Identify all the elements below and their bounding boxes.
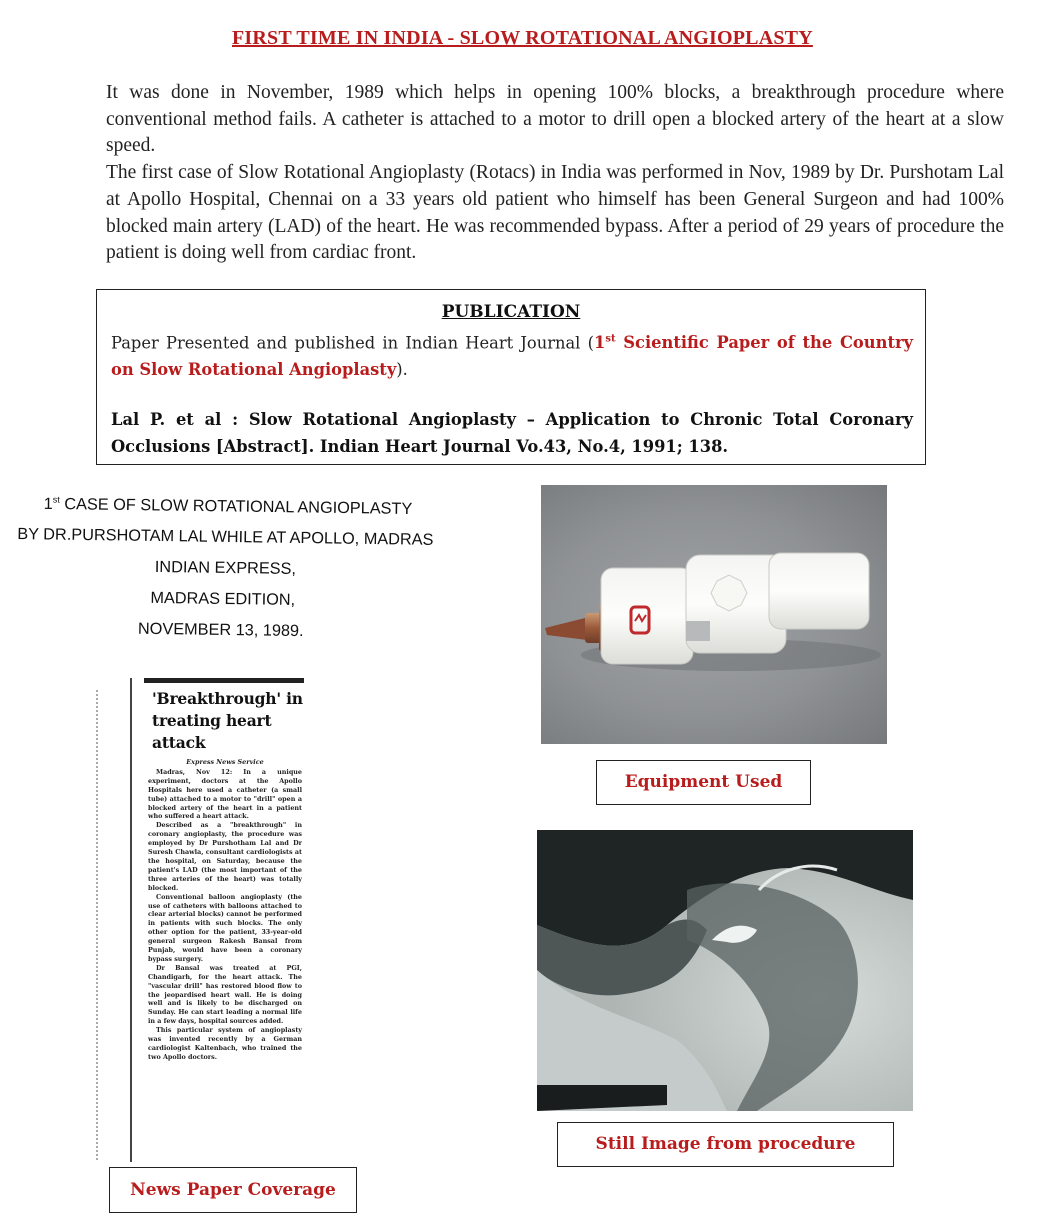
scan-edge-divider bbox=[96, 690, 101, 1160]
clipping-caption bbox=[12, 484, 434, 649]
clipping-line-1 bbox=[14, 484, 434, 525]
clipping-line-1-text: CASE OF SLOW ROTATIONAL ANGIOPLASTY bbox=[59, 495, 413, 518]
newspaper-byline: Express News Service bbox=[186, 758, 264, 766]
publication-citation: Lal P. et al : Slow Rotational Angioplasty – Application to Chronic Total Coronary Occlusions [Abstract]. Indian Heart Journal Vo.43, No.4, 1991; 138. bbox=[111, 410, 913, 456]
clipping-number: 1 bbox=[43, 494, 53, 513]
angiogram-illustration bbox=[537, 830, 913, 1111]
clipping-line-4: MADRAS EDITION, bbox=[150, 589, 296, 610]
equipment-photo bbox=[541, 485, 887, 744]
procedure-still-image bbox=[537, 830, 913, 1111]
clipping-superscript: st bbox=[52, 494, 60, 505]
article-paragraph: Dr Bansal was treated at PGI, Chandigarh, for the heart attack. The "vascular drill" has restored blood flow to the jeopardised heart wall. He is doing well and is likely to be discharged on Sunday. He can start leading a normal life in a few days, hospital sources added. bbox=[148, 963, 302, 1026]
highlight-number: 1 bbox=[593, 333, 606, 353]
clipping-line-2: BY DR.PURSHOTAM LAL WHILE AT APOLLO, MADRAS bbox=[17, 525, 434, 550]
intro-text bbox=[106, 80, 1004, 267]
article-paragraph: Madras, Nov 12: In a unique experiment, doctors at the Apollo Hospitals here used a catheter (a small tube) attached to a motor to "drill" open a blocked artery of the heart in a patient who suffered a heart attack. bbox=[148, 767, 302, 821]
newspaper-article bbox=[148, 758, 302, 1062]
clipping-top-rule bbox=[144, 678, 304, 683]
publication-desc-text: Paper Presented and published in Indian Heart Journal ( bbox=[111, 333, 594, 353]
clipping-line-3: INDIAN EXPRESS, bbox=[154, 558, 297, 579]
article-paragraph: Described as a "breakthrough" in coronary angioplasty, the procedure was employed by Dr Purshotham Lal and Dr Suresh Chawla, consultant cardiologists at the hospital, on Saturday, because the patient's LAD (the most important of the three arteries of the heart) was totally blocked. bbox=[148, 821, 302, 892]
still-image-caption: Still Image from procedure bbox=[557, 1122, 894, 1167]
equipment-caption: Equipment Used bbox=[596, 760, 811, 805]
publication-heading: PUBLICATION bbox=[441, 302, 581, 322]
article-paragraph: This particular system of angioplasty was invented recently by a German cardiologist Kaltenbach, who trained the two Apollo doctors. bbox=[148, 1026, 302, 1061]
article-paragraph: Conventional balloon angioplasty (the use of catheters with balloons attached to clear arterial blocks) cannot be performed in patients with such blocks. The only other option for the patient, 33-year-old general surgeon Rakesh Bansal from Punjab, would have been a coronary bypass surgery. bbox=[148, 892, 302, 963]
newspaper-headline: 'Breakthrough' in treating heart attack bbox=[152, 689, 303, 752]
page-title: FIRST TIME IN INDIA - SLOW ROTATIONAL ANGIOPLASTY bbox=[232, 27, 813, 49]
clipping-line-5: NOVEMBER 13, 1989. bbox=[137, 620, 304, 641]
publication-desc-end: ). bbox=[396, 359, 408, 379]
news-coverage-caption: News Paper Coverage bbox=[109, 1167, 357, 1213]
newspaper-clipping bbox=[130, 678, 310, 1162]
intro-paragraph-2: The first case of Slow Rotational Angioplasty (Rotacs) in India was performed in Nov, 1989 by Dr. Purshotam Lal at Apollo Hospital, Chennai on a 33 years old patient who himself has been General Surgeon and had 100% blocked main artery (LAD) of the heart. He was recommended bypass. After a period of 29 years of procedure the patient is doing well from cardiac front. bbox=[106, 162, 1004, 264]
highlight-superscript: st bbox=[605, 334, 616, 345]
highlight-text: Scientific Paper of the Country on Slow Rotational Angioplasty bbox=[111, 333, 914, 379]
publication-description bbox=[111, 327, 913, 383]
publication-box bbox=[96, 289, 926, 465]
intro-paragraph-1: It was done in November, 1989 which helps in opening 100% blocks, a breakthrough procedure where conventional method fails. A catheter is attached to a motor to drill open a blocked artery of the heart at a slow speed. bbox=[106, 82, 1004, 157]
rotational-device-illustration bbox=[541, 485, 887, 744]
